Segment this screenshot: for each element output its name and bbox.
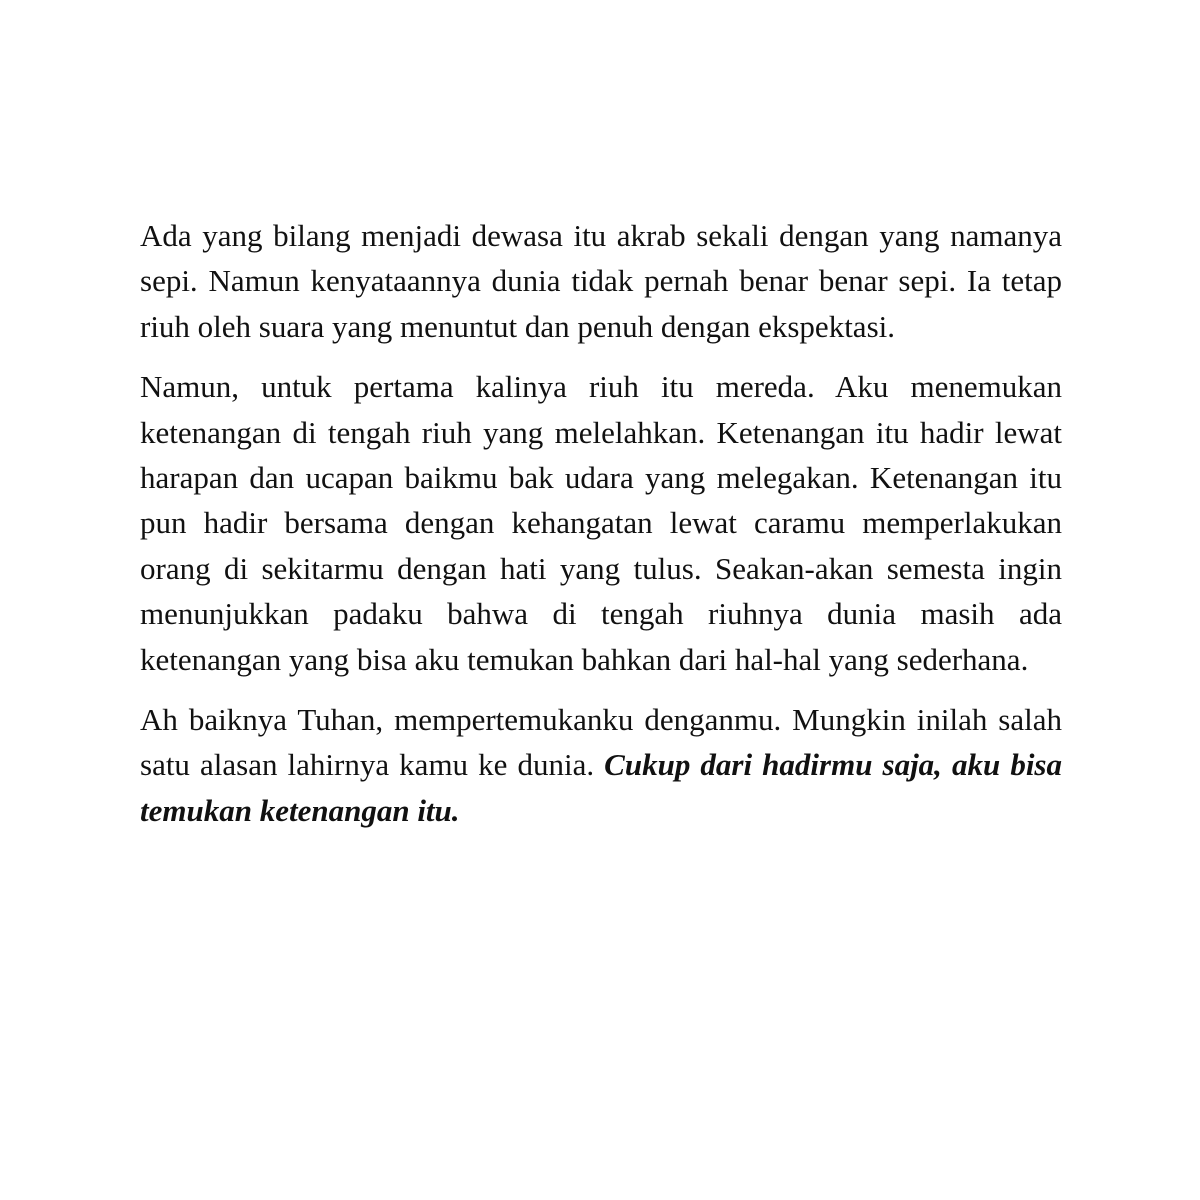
document-body [140, 213, 1062, 833]
paragraph-1-text: Ada yang bilang menjadi dewasa itu akrab sekali dengan yang namanya sepi. Namun kenyataannya dunia tidak pernah benar benar sepi. Ia tetap riuh oleh suara yang menuntut dan penuh dengan ekspektasi. [140, 218, 1062, 344]
paragraph-3-emphasis: Cukup dari hadirmu saja, aku bisa temukan ketenangan itu. [140, 747, 1062, 828]
paragraph-3-text: Ah baiknya Tuhan, mempertemukanku denganmu. Mungkin inilah salah satu alasan lahirnya kamu ke dunia. [140, 702, 1062, 783]
paragraph-2 [140, 364, 1062, 682]
paragraph-1 [140, 213, 1062, 349]
paragraph-2-text: Namun, untuk pertama kalinya riuh itu mereda. Aku menemukan ketenangan di tengah riuh yang melelahkan. Ketenangan itu hadir lewat harapan dan ucapan baikmu bak udara yang melegakan. Ketenangan itu pun hadir bersama dengan kehangatan lewat caramu memperlakukan orang di sekitarmu dengan hati yang tulus. Seakan-akan semesta ingin menunjukkan padaku bahwa di tengah riuhnya dunia masih ada ketenangan yang bisa aku temukan bahkan dari hal-hal yang sederhana. [140, 369, 1062, 677]
paragraph-3 [140, 697, 1062, 833]
